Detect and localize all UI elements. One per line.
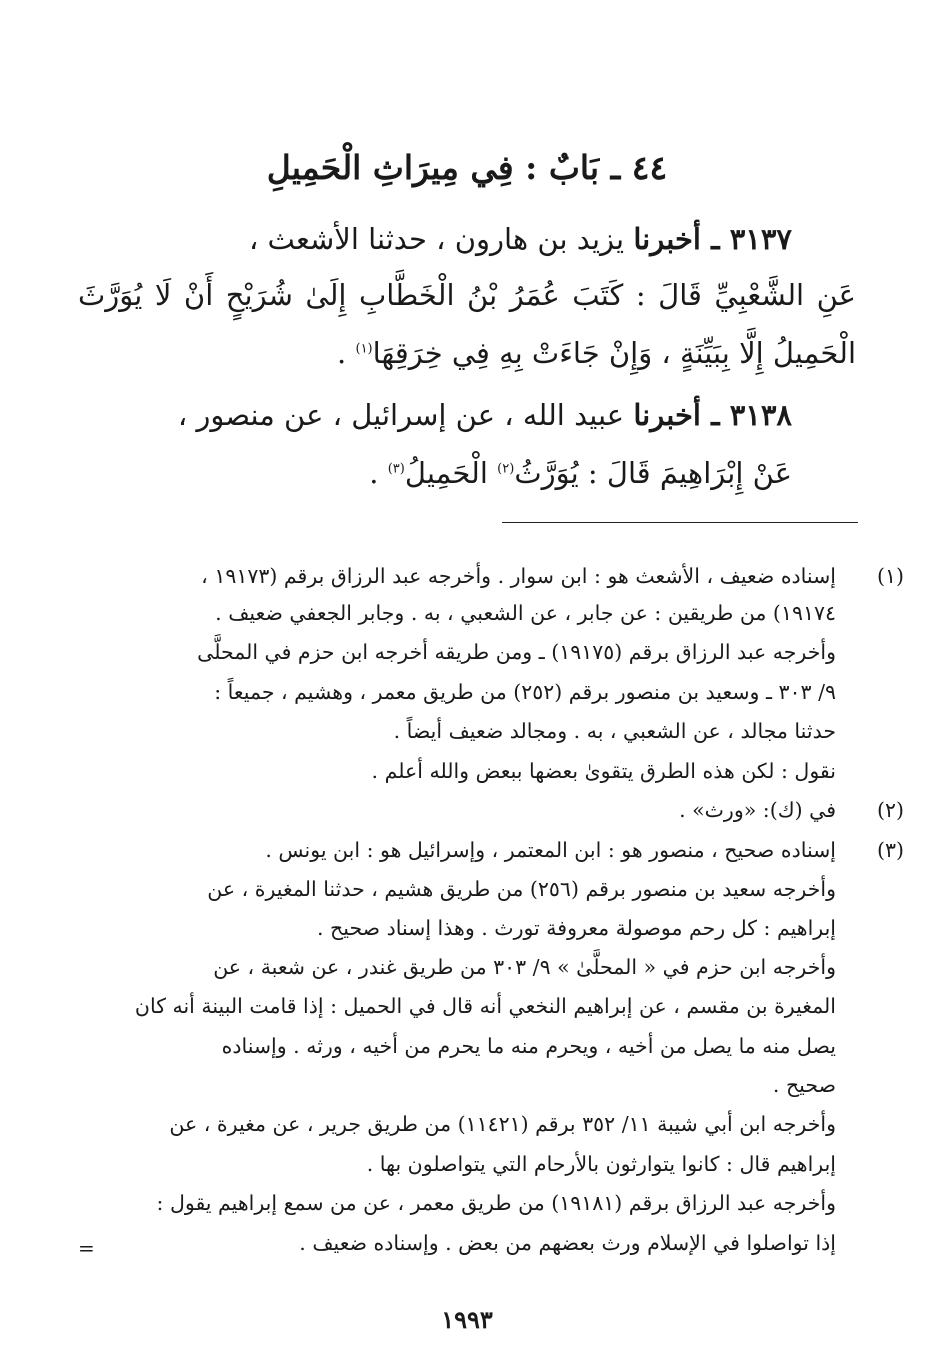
hadith-3137-header bbox=[249, 222, 792, 256]
footnote-ref-1: (١) bbox=[355, 341, 373, 357]
continuation-mark: = bbox=[78, 1236, 95, 1260]
page-number: ١٩٩٣ bbox=[441, 1305, 493, 1334]
footnote-line: إبراهيم : كل رحم موصولة معروفة تورث . وهذا إسناد صحيح . bbox=[317, 916, 836, 940]
hadith-3137-number: ٣١٣٧ ـ أخبرنا bbox=[633, 222, 792, 256]
footnote-line: في (ك): «ورث» . bbox=[679, 798, 836, 822]
footnote-ref-3: (٣) bbox=[387, 461, 405, 477]
footnote-line: إبراهيم قال : كانوا يتوارثون بالأرحام التي يتواصلون بها . bbox=[366, 1152, 836, 1176]
footnote-line: ١٩١٧٤) من طريقين : عن جابر ، عن الشعبي ، به . وجابر الجعفي ضعيف . bbox=[215, 601, 836, 625]
footnote-line: إسناده صحيح ، منصور هو : ابن المعتمر ، وإسرائيل هو : ابن يونس . bbox=[265, 838, 836, 862]
hadith-3137-end: . bbox=[337, 336, 347, 370]
hadith-3137-matn-line1: عَنِ الشَّعْبِيِّ قَالَ : كَتَبَ عُمَرُ بْنُ الْخَطَّابِ إِلَىٰ شُرَيْحٍ أَنْ لَا يُوَرَّثَ bbox=[78, 278, 856, 312]
footnote-line: المغيرة بن مقسم ، عن إبراهيم النخعي أنه قال في الحميل : إذا قامت البينة أنه كان bbox=[134, 994, 836, 1018]
footnote-line: ٩/ ٣٠٣ ـ وسعيد بن منصور برقم (٢٥٢) من طريق معمر ، وهشيم ، جميعاً : bbox=[214, 680, 836, 704]
footnote-separator bbox=[502, 522, 858, 523]
footnote-number-2: (٢) bbox=[876, 798, 904, 822]
chapter-title: ٤٤ ـ بَابٌ : فِي مِيرَاثِ الْحَمِيلِ bbox=[266, 148, 668, 187]
footnote-line: وأخرجه عبد الرزاق برقم (١٩١٨١) من طريق معمر ، عن من سمع إبراهيم يقول : bbox=[156, 1191, 836, 1215]
footnote-line: وأخرجه سعيد بن منصور برقم (٢٥٦) من طريق هشيم ، حدثنا المغيرة ، عن bbox=[207, 877, 836, 901]
footnote-line: وأخرجه ابن حزم في « المحلَّىٰ » ٩/ ٣٠٣ من طريق غندر ، عن شعبة ، عن bbox=[213, 955, 836, 979]
footnote-number-3: (٣) bbox=[876, 838, 904, 862]
hadith-3138-matn-b: الْحَمِيلُ bbox=[404, 456, 488, 490]
hadith-3138-number: ٣١٣٨ ـ أخبرنا bbox=[633, 398, 792, 432]
footnote-line: نقول : لكن هذه الطرق يتقوىٰ بعضها ببعض والله أعلم . bbox=[371, 759, 836, 783]
hadith-3138-end: . bbox=[369, 456, 379, 490]
footnote-line: صحيح . bbox=[772, 1073, 836, 1097]
hadith-3137-matn-line2 bbox=[337, 336, 856, 370]
footnote-line: إذا تواصلوا في الإسلام ورث بعضهم من بعض . وإسناده ضعيف . bbox=[299, 1231, 836, 1255]
hadith-3138-isnad: عبيد الله ، عن إسرائيل ، عن منصور ، bbox=[177, 398, 625, 432]
hadith-3137-matn-text: الْحَمِيلُ إِلَّا بِبَيِّنَةٍ ، وَإِنْ جَاءَتْ بِهِ فِي خِرَقِهَا bbox=[372, 336, 856, 370]
footnote-line: إسناده ضعيف ، الأشعث هو : ابن سوار . وأخرجه عبد الرزاق برقم (١٩١٧٣ ، bbox=[201, 564, 836, 588]
hadith-3138-matn-a: عَنْ إِبْرَاهِيمَ قَالَ : يُوَرَّثُ bbox=[514, 456, 792, 490]
footnote-number-1: (١) bbox=[876, 564, 904, 588]
footnote-line: وأخرجه عبد الرزاق برقم (١٩١٧٥) ـ ومن طريقه أخرجه ابن حزم في المحلَّى bbox=[197, 640, 836, 664]
footnote-line: وأخرجه ابن أبي شيبة ١١/ ٣٥٢ برقم (١١٤٢١) من طريق جرير ، عن مغيرة ، عن bbox=[169, 1112, 836, 1136]
hadith-3138-header bbox=[178, 398, 792, 432]
hadith-3137-isnad: يزيد بن هارون ، حدثنا الأشعث ، bbox=[248, 222, 625, 256]
hadith-3138-matn bbox=[369, 456, 792, 490]
footnote-line: يصل منه ما يصل من أخيه ، ويحرم منه ما يحرم من أخيه ، ورثه . وإسناده bbox=[221, 1034, 836, 1058]
footnote-ref-2: (٢) bbox=[497, 461, 515, 477]
footnote-line: حدثنا مجالد ، عن الشعبي ، به . ومجالد ضعيف أيضاً . bbox=[393, 719, 836, 743]
